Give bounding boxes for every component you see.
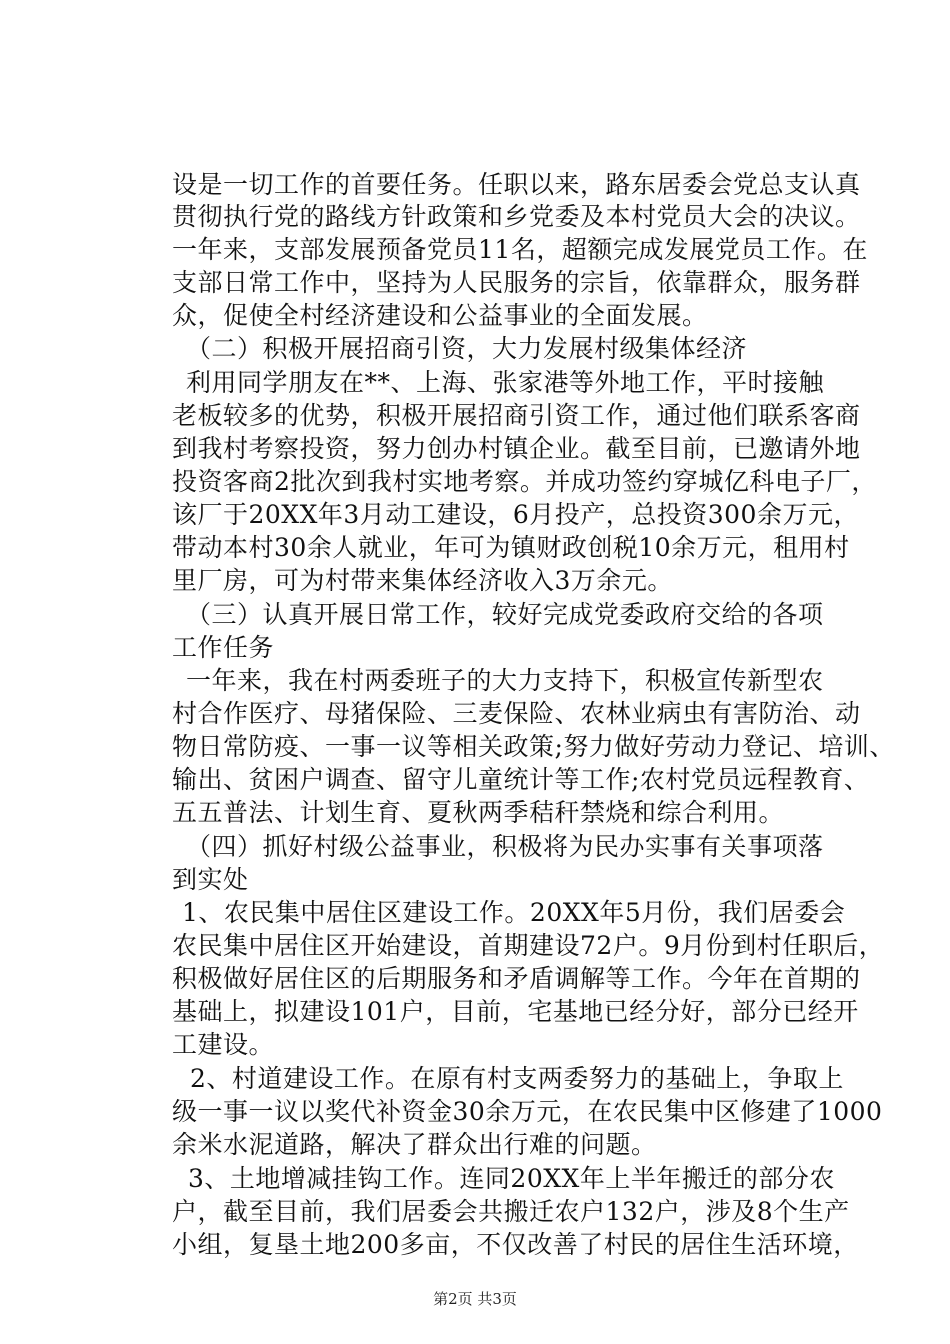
section-heading: （三）认真开展日常工作，较好完成党委政府交给的各项 — [186, 600, 824, 629]
text-line: 设是一切工作的首要任务。任职以来，路东居委会党总支认真 — [172, 170, 861, 199]
text-line: 村合作医疗、母猪保险、三麦保险、农林业病虫有害防治、动 — [172, 699, 861, 728]
text-line: 一年来，支部发展预备党员11名，超额完成发展党员工作。在 — [172, 235, 868, 264]
text-line: 老板较多的优势，积极开展招商引资工作，通过他们联系客商 — [172, 401, 861, 430]
text-line: 贯彻执行党的路线方针政策和乡党委及本村党员大会的决议。 — [172, 202, 861, 231]
text-line: 投资客商2批次到我村实地考察。并成功签约穿城亿科电子厂， — [172, 467, 877, 496]
text-line: 支部日常工作中，坚持为人民服务的宗旨，依靠群众，服务群 — [172, 268, 861, 297]
text-line: 余米水泥道路，解决了群众出行难的问题。 — [172, 1130, 657, 1159]
section-heading: 到实处 — [172, 865, 249, 894]
page-number-footer: 第2页 共3页 — [433, 1290, 517, 1308]
text-line: 利用同学朋友在**、上海、张家港等外地工作，平时接触 — [186, 368, 825, 397]
text-line: 里厂房，可为村带来集体经济收入3万余元。 — [172, 566, 673, 595]
text-line: 带动本村30余人就业，年可为镇财政创税10余万元，租用村 — [172, 533, 850, 562]
text-line: 积极做好居住区的后期服务和矛盾调解等工作。今年在首期的 — [172, 964, 861, 993]
text-line: 输出、贫困户调查、留守儿童统计等工作;农村党员远程教育、 — [172, 765, 870, 794]
text-line: 五五普法、计划生育、夏秋两季秸秆禁烧和综合利用。 — [172, 798, 785, 827]
text-line: 该厂于20XX年3月动工建设，6月投产，总投资300余万元， — [172, 500, 859, 529]
text-line: 工建设。 — [172, 1030, 275, 1059]
text-line: 小组，复垦土地200多亩，不仅改善了村民的居住生活环境， — [172, 1230, 859, 1259]
text-line: 到我村考察投资，努力创办村镇企业。截至目前，已邀请外地 — [172, 434, 861, 463]
text-line: 户，截至目前，我们居委会共搬迁农户132户，涉及8个生产 — [172, 1197, 850, 1226]
text-line: 2、村道建设工作。在原有村支两委努力的基础上，争取上 — [190, 1064, 844, 1093]
text-line: 1、农民集中居住区建设工作。20XX年5月份，我们居委会 — [182, 898, 846, 927]
text-line: 农民集中居住区开始建设，首期建设72户。9月份到村任职后， — [172, 931, 885, 960]
section-heading: （二）积极开展招商引资，大力发展村级集体经济 — [186, 334, 748, 363]
text-line: 级一事一议以奖代补资金30余万元，在农民集中区修建了1000 — [172, 1097, 883, 1126]
text-line: 一年来，我在村两委班子的大力支持下，积极宣传新型农 — [186, 666, 824, 695]
section-heading: （四）抓好村级公益事业，积极将为民办实事有关事项落 — [186, 832, 824, 861]
section-heading: 工作任务 — [172, 633, 275, 662]
text-line: 基础上，拟建设101户，目前，宅基地已经分好，部分已经开 — [172, 997, 859, 1026]
text-line: 3、土地增减挂钩工作。连同20XX年上半年搬迁的部分农 — [188, 1164, 835, 1193]
text-line: 物日常防疫、一事一议等相关政策;努力做好劳动力登记、培训、 — [172, 732, 895, 761]
text-line: 众，促使全村经济建设和公益事业的全面发展。 — [172, 301, 708, 330]
